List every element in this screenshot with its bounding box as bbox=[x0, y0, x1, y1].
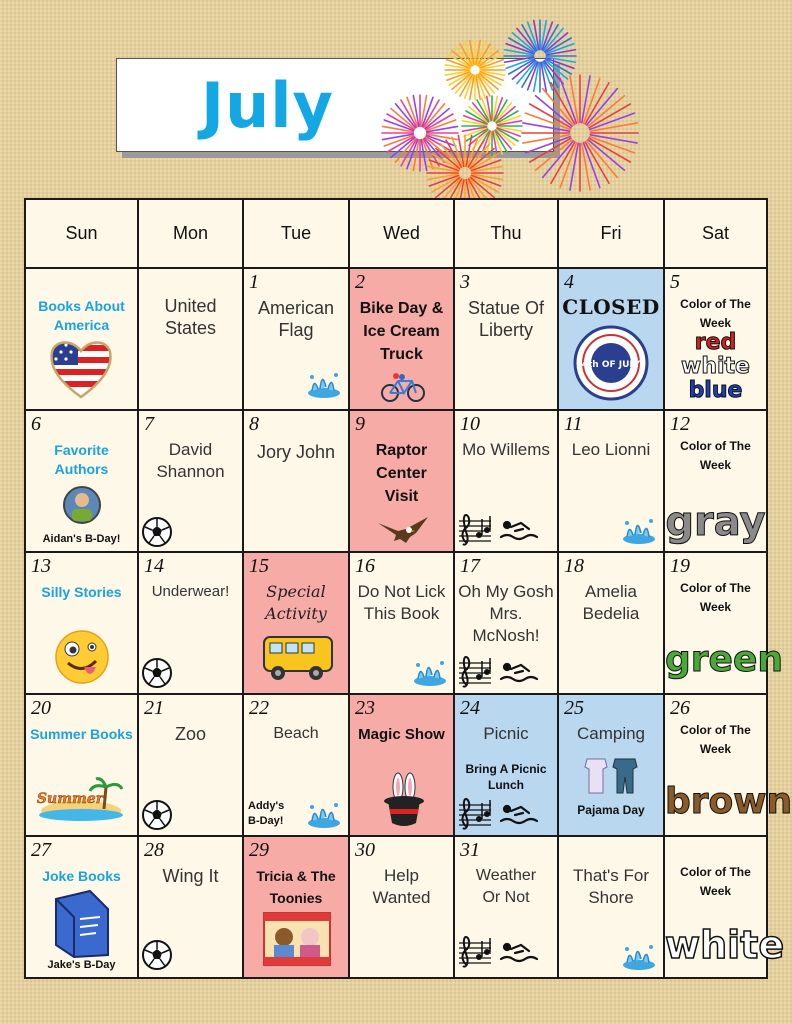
heart-flag-icon bbox=[48, 337, 114, 399]
pajamas-icon bbox=[583, 755, 639, 795]
day-number: 4 bbox=[564, 271, 574, 293]
day-cell bbox=[454, 552, 558, 694]
day-cell bbox=[25, 552, 138, 694]
week-row bbox=[25, 268, 767, 410]
day-cell bbox=[25, 694, 138, 836]
day-cell bbox=[243, 410, 349, 552]
color-word-white: white bbox=[681, 354, 750, 379]
day-number: 1 bbox=[249, 271, 259, 293]
day-label: Silly Stories bbox=[41, 584, 122, 600]
day-label: Underwear! bbox=[151, 583, 230, 600]
weekday-sat: Sat bbox=[664, 199, 767, 268]
day-label: Camping bbox=[576, 724, 646, 743]
day-cell bbox=[25, 410, 138, 552]
soccer-ball-icon bbox=[141, 939, 173, 971]
day-cell bbox=[243, 694, 349, 836]
day-cell bbox=[25, 836, 138, 978]
color-of-week-label: Color of The Week bbox=[680, 865, 751, 898]
day-number: 20 bbox=[31, 697, 51, 719]
day-number: 6 bbox=[31, 413, 41, 435]
day-number: 7 bbox=[144, 413, 154, 435]
day-label: David Shannon bbox=[156, 440, 225, 481]
calendar-grid bbox=[24, 198, 792, 979]
day-cell bbox=[664, 694, 792, 836]
soccer-ball-icon bbox=[141, 657, 173, 689]
color-word: brown bbox=[665, 781, 792, 822]
day-label: Zoo bbox=[174, 724, 207, 744]
day-number: 21 bbox=[144, 697, 164, 719]
day-cell bbox=[138, 268, 243, 410]
day-number: 18 bbox=[564, 555, 584, 577]
color-of-week-label: Color of The Week bbox=[680, 297, 751, 330]
day-label: Jory John bbox=[256, 442, 336, 462]
day-number: 22 bbox=[249, 697, 269, 719]
day-number: 23 bbox=[355, 697, 375, 719]
day-cell bbox=[558, 552, 664, 694]
day-number: 19 bbox=[670, 555, 690, 577]
eagle-icon bbox=[376, 515, 430, 547]
color-word-red: red bbox=[694, 330, 737, 355]
day-number: 8 bbox=[249, 413, 259, 435]
weekday-fri: Fri bbox=[558, 199, 664, 268]
day-number: 27 bbox=[31, 839, 51, 861]
day-label: Bike Day & Ice Cream Truck bbox=[359, 300, 444, 363]
splash-icon bbox=[621, 941, 657, 971]
day-cell bbox=[25, 268, 138, 410]
day-label: Books About America bbox=[38, 298, 125, 333]
day-cell bbox=[138, 694, 243, 836]
birthday-note: Aidan's B-Day! bbox=[42, 533, 121, 545]
day-label: Picnic bbox=[483, 724, 529, 743]
day-label: Magic Show bbox=[358, 726, 445, 743]
day-number: 13 bbox=[31, 555, 51, 577]
day-cell bbox=[664, 410, 767, 552]
bicycle-icon bbox=[380, 373, 426, 403]
weekday-tue: Tue bbox=[243, 199, 349, 268]
school-bus-icon bbox=[260, 627, 336, 685]
day-number: 5 bbox=[670, 271, 680, 293]
day-label: Beach bbox=[273, 725, 319, 742]
day-number: 24 bbox=[460, 697, 480, 719]
week-row bbox=[25, 552, 767, 694]
soccer-ball-icon bbox=[141, 799, 173, 831]
fourth-of-july-stamp-icon bbox=[573, 325, 649, 401]
day-cell bbox=[349, 552, 454, 694]
day-number: 29 bbox=[249, 839, 269, 861]
splash-icon bbox=[412, 657, 448, 687]
day-label: Do Not Lick This Book bbox=[357, 582, 446, 623]
splash-icon bbox=[621, 515, 657, 545]
soccer-ball-icon bbox=[141, 516, 173, 548]
picnic-note: Bring A Picnic Lunch bbox=[465, 762, 547, 792]
puppet-show-icon bbox=[262, 911, 332, 967]
day-label: Weather Or Not bbox=[475, 867, 537, 906]
day-label: That's For Shore bbox=[573, 866, 649, 907]
day-label: Leo Lionni bbox=[571, 440, 651, 459]
day-label: Raptor Center Visit bbox=[375, 442, 428, 505]
weekday-thu: Thu bbox=[454, 199, 558, 268]
fireworks-icon bbox=[380, 8, 650, 223]
day-cell bbox=[349, 694, 454, 836]
day-label: Favorite Authors bbox=[54, 442, 109, 477]
day-cell bbox=[558, 836, 664, 978]
day-label: Help Wanted bbox=[372, 866, 431, 907]
color-of-week-label: Color of The Week bbox=[680, 581, 751, 614]
day-label: Statue Of Liberty bbox=[467, 298, 545, 340]
day-label: Wing It bbox=[162, 866, 219, 886]
day-cell bbox=[664, 836, 785, 978]
music-swim-icon bbox=[457, 653, 547, 689]
day-label: Summer Books bbox=[30, 726, 133, 742]
magic-hat-icon bbox=[378, 769, 428, 829]
music-swim-icon bbox=[457, 511, 547, 547]
day-number: 26 bbox=[670, 697, 690, 719]
day-number: 16 bbox=[355, 555, 375, 577]
color-word-blue: blue bbox=[688, 378, 743, 403]
day-cell bbox=[454, 694, 558, 836]
day-number: 12 bbox=[670, 413, 690, 435]
day-cell bbox=[349, 836, 454, 978]
silly-face-icon bbox=[54, 629, 110, 685]
day-label: United States bbox=[164, 296, 217, 338]
color-of-week-label: Color of The Week bbox=[680, 723, 751, 756]
summer-beach-icon bbox=[38, 775, 124, 823]
day-number: 28 bbox=[144, 839, 164, 861]
day-number: 11 bbox=[564, 413, 583, 435]
stamp-text: 4th OF JULY bbox=[581, 360, 641, 370]
day-cell bbox=[243, 268, 349, 410]
music-swim-icon bbox=[457, 795, 547, 831]
day-label: Special Activity bbox=[265, 582, 327, 623]
day-label: Tricia & The Toonies bbox=[256, 868, 336, 906]
author-photo-icon bbox=[62, 485, 102, 525]
weekday-mon: Mon bbox=[138, 199, 243, 268]
day-cell bbox=[138, 836, 243, 978]
birthday-note: Jake's B-Day bbox=[47, 959, 116, 971]
day-number: 14 bbox=[144, 555, 164, 577]
pajama-note: Pajama Day bbox=[577, 803, 645, 817]
day-cell bbox=[243, 836, 349, 978]
splash-icon bbox=[306, 799, 342, 829]
day-label: Joke Books bbox=[42, 868, 121, 884]
week-row bbox=[25, 836, 767, 978]
day-cell bbox=[349, 268, 454, 410]
day-number: 9 bbox=[355, 413, 365, 435]
day-number: 15 bbox=[249, 555, 269, 577]
day-number: 3 bbox=[460, 271, 470, 293]
day-cell bbox=[138, 552, 243, 694]
day-label: American Flag bbox=[257, 298, 335, 340]
day-cell bbox=[454, 268, 558, 410]
summer-art-text: Summer bbox=[36, 791, 104, 807]
day-cell bbox=[558, 410, 664, 552]
day-cell bbox=[664, 552, 783, 694]
day-cell bbox=[243, 552, 349, 694]
day-cell bbox=[558, 694, 664, 836]
week-row bbox=[25, 410, 767, 552]
weekday-wed: Wed bbox=[349, 199, 454, 268]
joke-book-icon bbox=[50, 889, 114, 959]
day-label: Oh My Gosh Mrs. McNosh! bbox=[458, 582, 554, 645]
splash-icon bbox=[306, 369, 342, 399]
day-number: 30 bbox=[355, 839, 375, 861]
color-word: white bbox=[665, 923, 785, 967]
day-cell bbox=[349, 410, 454, 552]
birthday-note: Addy's B-Day! bbox=[248, 800, 285, 827]
day-cell bbox=[454, 836, 558, 978]
color-of-week-label: Color of The Week bbox=[680, 439, 751, 472]
color-word: gray bbox=[665, 499, 766, 545]
week-row bbox=[25, 694, 767, 836]
day-label: Amelia Bedelia bbox=[582, 582, 640, 623]
music-swim-icon bbox=[457, 933, 547, 969]
weekday-sun: Sun bbox=[25, 199, 138, 268]
day-cell bbox=[664, 268, 767, 410]
day-number: 10 bbox=[460, 413, 480, 435]
color-word: green bbox=[665, 639, 783, 680]
day-number: 31 bbox=[460, 839, 480, 861]
day-number: 17 bbox=[460, 555, 480, 577]
day-number: 2 bbox=[355, 271, 365, 293]
day-cell bbox=[138, 410, 243, 552]
day-number: 25 bbox=[564, 697, 584, 719]
closed-label: CLOSED bbox=[562, 295, 660, 319]
weekday-header-row bbox=[25, 199, 767, 268]
month-title: July bbox=[201, 69, 334, 142]
day-cell bbox=[454, 410, 558, 552]
day-label: Mo Willems bbox=[462, 440, 550, 459]
day-cell bbox=[558, 268, 664, 410]
